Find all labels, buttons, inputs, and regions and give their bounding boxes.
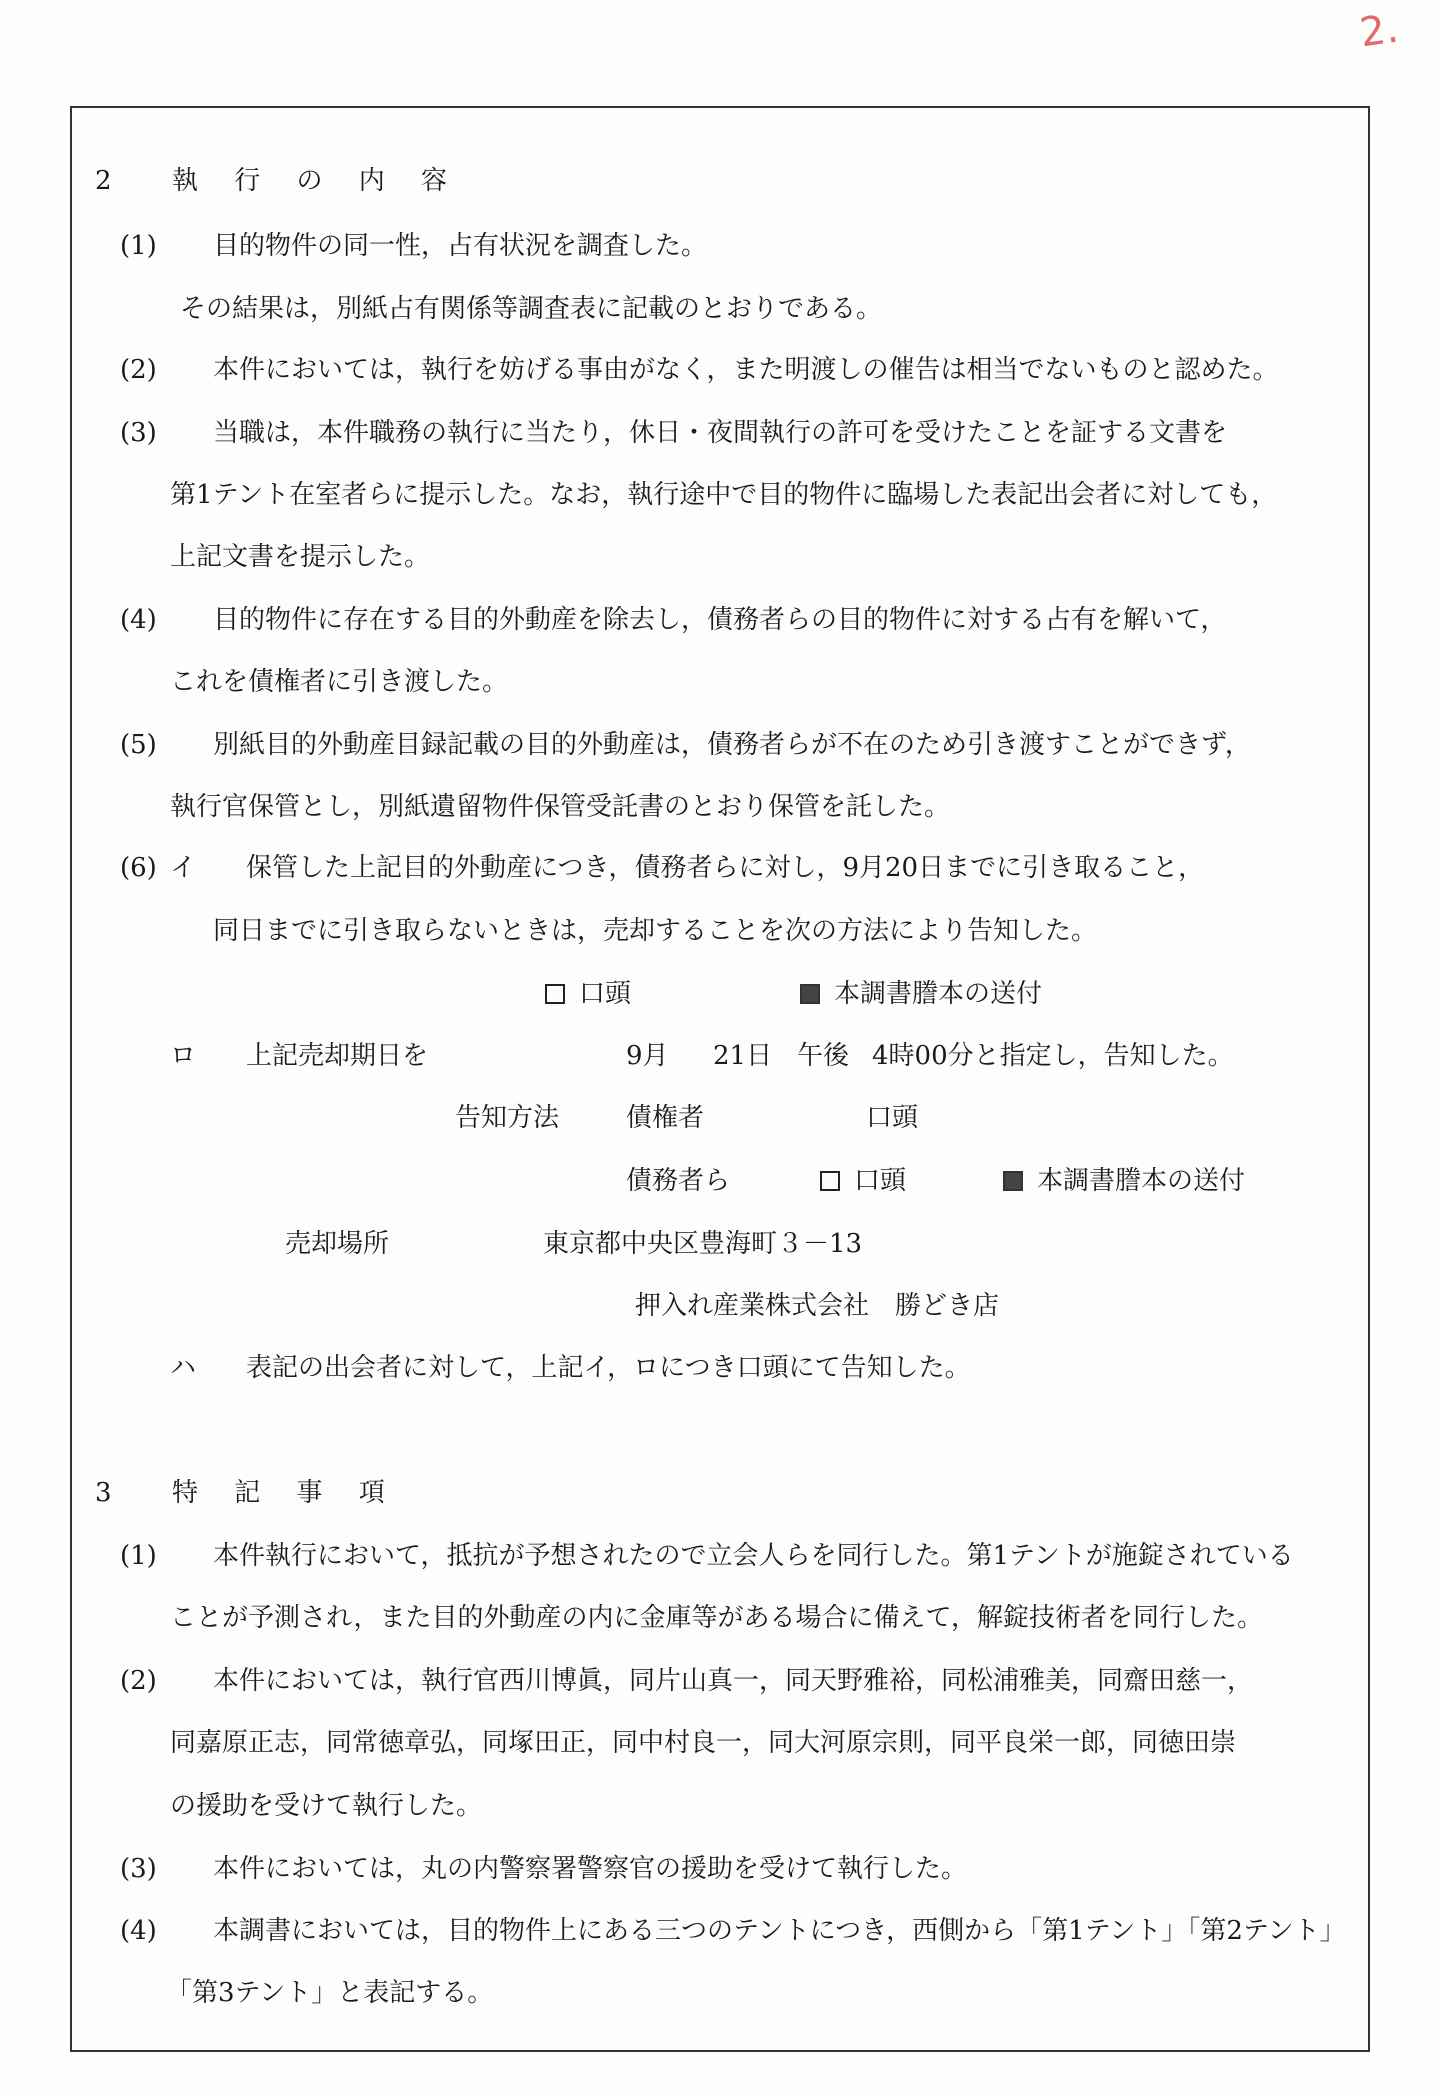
sale-date-label: 上記売却期日を xyxy=(246,1041,429,1071)
item-2-6-i-marker: イ xyxy=(170,853,197,883)
sale-day: 21日 xyxy=(713,1041,773,1071)
item-3-1-line-1: 本件執行において，抵抗が予想されたので立会人らを同行した。第1テントが施錠されている xyxy=(213,1541,1294,1571)
item-2-1-line-1: 目的物件の同一性，占有状況を調査した。 xyxy=(213,231,708,261)
item-3-1-line-2: ことが予測され，また目的外動産の内に金庫等がある場合に備えて，解錠技術者を同行した。 xyxy=(170,1603,1264,1633)
item-2-6-ha-marker: ハ xyxy=(170,1353,197,1383)
item-2-1-number: (1) xyxy=(120,231,157,261)
item-2-4-line-2: これを債権者に引き渡した。 xyxy=(170,667,509,697)
item-2-6-number: (6) xyxy=(120,853,157,883)
item-2-2-number: (2) xyxy=(120,355,157,385)
section-3-number: 3 xyxy=(95,1478,112,1508)
item-2-4-number: (4) xyxy=(120,605,157,635)
item-2-6-i-line-2: 同日までに引き取らないときは，売却することを次の方法により告知した。 xyxy=(213,916,1098,946)
option-copy xyxy=(800,978,1042,1010)
item-2-5-line-1: 別紙目的外動産目録記載の目的外動産は，債務者らが不在のため引き渡すことができず， xyxy=(213,730,1251,760)
item-3-1-number: (1) xyxy=(120,1541,157,1571)
debtors-label: 債務者ら xyxy=(626,1166,731,1196)
item-3-4-line-1: 本調書においては，目的物件上にある三つのテントにつき，西側から「第1テント」「第2テント」 xyxy=(213,1916,1346,1946)
item-3-2-number: (2) xyxy=(120,1666,157,1696)
option-copy-label: 本調書謄本の送付 xyxy=(834,979,1043,1009)
sale-month: 9月 xyxy=(626,1041,669,1071)
item-2-3-line-1: 当職は，本件職務の執行に当たり，休日・夜間執行の許可を受けたことを証する文書を xyxy=(213,418,1228,448)
sale-ampm: 午後 xyxy=(797,1041,850,1071)
checkbox-debtors-oral-unchecked xyxy=(820,1171,840,1191)
sale-place-label: 売却場所 xyxy=(285,1229,390,1259)
document-frame xyxy=(70,106,1370,2052)
section-2-title: 執 行 の 内 容 xyxy=(172,166,462,196)
debtors-oral-label: 口頭 xyxy=(854,1166,907,1196)
item-3-4-number: (4) xyxy=(120,1916,157,1946)
item-3-4-line-2: 「第3テント」と表記する。 xyxy=(166,1978,494,2008)
item-2-5-number: (5) xyxy=(120,730,157,760)
notice-method-label: 告知方法 xyxy=(455,1103,560,1133)
item-2-3-number: (3) xyxy=(120,418,157,448)
section-3-title: 特 記 事 項 xyxy=(172,1478,399,1508)
debtors-copy-label: 本調書謄本の送付 xyxy=(1037,1166,1246,1196)
item-2-6-ro-marker: ロ xyxy=(170,1041,197,1071)
item-2-3-line-2: 第1テント在室者らに提示した。なお，執行途中で目的物件に臨場した表記出会者に対しても， xyxy=(170,480,1278,510)
creditor-label: 債権者 xyxy=(626,1103,705,1133)
option-oral-label: 口頭 xyxy=(579,979,632,1009)
item-2-4-line-1: 目的物件に存在する目的外動産を除去し，債務者らの目的物件に対する占有を解いて， xyxy=(213,605,1227,635)
item-3-2-line-2: 同嘉原正志，同常徳章弘，同塚田正，同中村良一，同大河原宗則，同平良栄一郎，同徳田崇 xyxy=(170,1728,1237,1758)
checkbox-copy-checked xyxy=(800,984,820,1004)
section-2-number: 2 xyxy=(95,166,112,196)
checkbox-debtors-copy-checked xyxy=(1003,1171,1023,1191)
debtors-option-copy xyxy=(1003,1165,1245,1197)
option-oral xyxy=(545,978,631,1010)
item-3-3-number: (3) xyxy=(120,1854,157,1884)
sale-address: 東京都中央区豊海町３－13 xyxy=(543,1229,863,1259)
item-3-2-line-3: の援助を受けて執行した。 xyxy=(170,1791,483,1821)
item-2-1-line-2: その結果は，別紙占有関係等調査表に記載のとおりである。 xyxy=(180,294,883,324)
item-2-3-line-3: 上記文書を提示した。 xyxy=(170,542,431,572)
item-2-6-ha-line-1: 表記の出会者に対して，上記イ，ロにつき口頭にて告知した。 xyxy=(246,1353,971,1383)
page-number-mark: 2. xyxy=(1356,5,1402,57)
sale-company: 押入れ産業株式会社 勝どき店 xyxy=(635,1291,1000,1321)
checkbox-oral-unchecked xyxy=(545,984,565,1004)
item-2-2-line-1: 本件においては，執行を妨げる事由がなく，また明渡しの催告は相当でないものと認めた。 xyxy=(213,355,1279,385)
sale-time: 4時00分と指定し，告知した。 xyxy=(872,1041,1234,1071)
item-3-2-line-1: 本件においては，執行官西川博眞，同片山真一，同天野雅裕，同松浦雅美，同齋田慈一， xyxy=(213,1666,1254,1696)
item-2-5-line-2: 執行官保管とし，別紙遺留物件保管受託書のとおり保管を託した。 xyxy=(170,792,951,822)
debtors-option-oral xyxy=(820,1165,906,1197)
item-3-3-line-1: 本件においては，丸の内警察署警察官の援助を受けて執行した。 xyxy=(213,1854,968,1884)
creditor-method: 口頭 xyxy=(866,1103,919,1133)
item-2-6-i-line-1: 保管した上記目的外動産につき，債務者らに対し，9月20日までに引き取ること， xyxy=(246,853,1205,883)
